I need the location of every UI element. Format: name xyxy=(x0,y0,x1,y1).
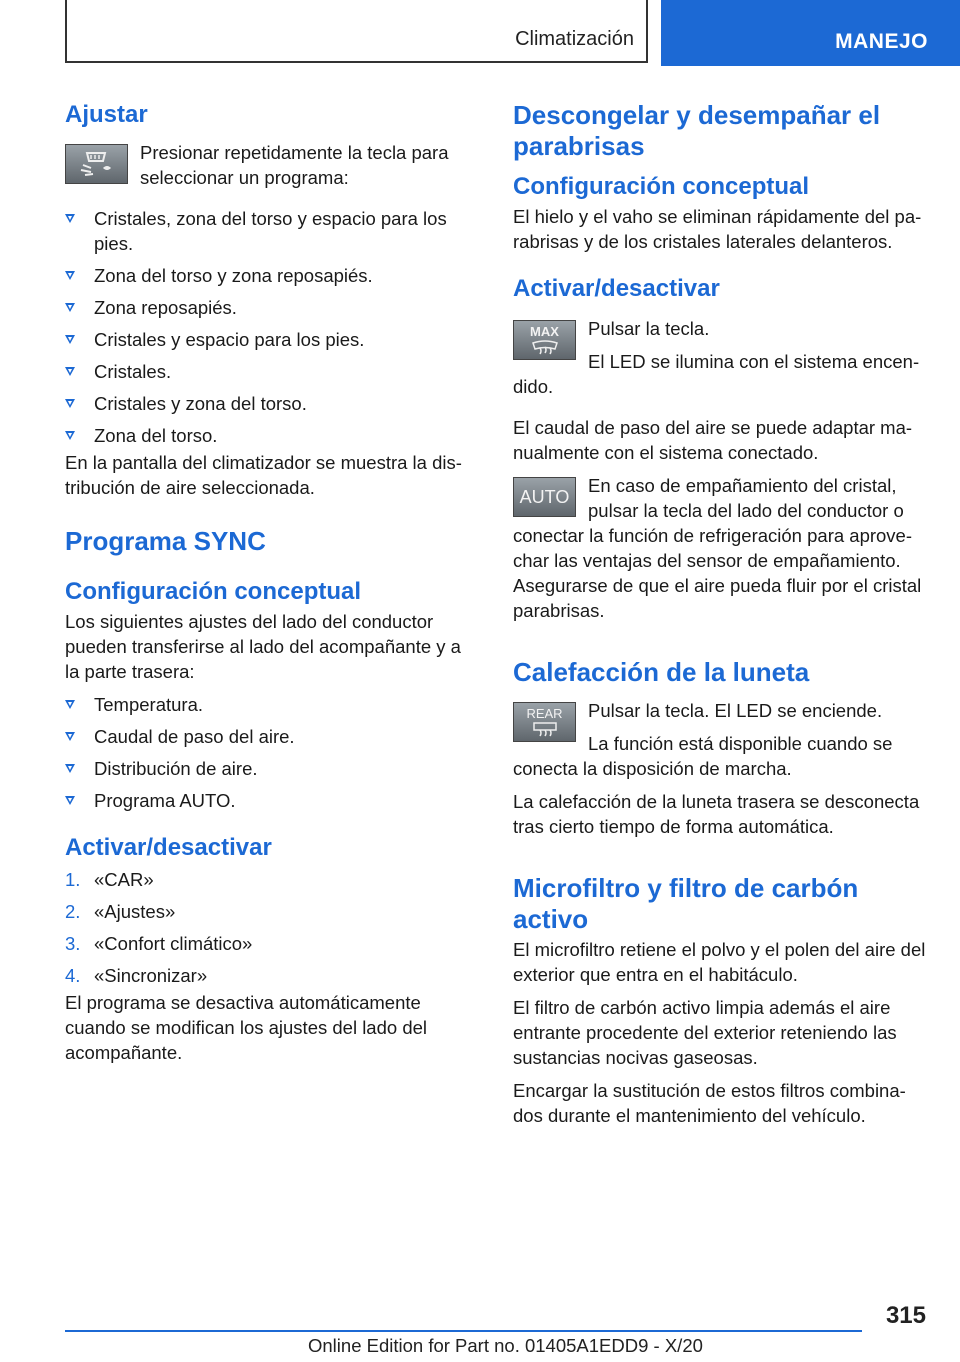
rear-window-heat-icon xyxy=(530,721,560,737)
list-item: Zona reposapiés. xyxy=(65,295,465,320)
edition-text: Online Edition for Part no. 01405A1EDD9 - X/20 xyxy=(308,1335,703,1356)
defrost-heading: Descongelar y desempañar el parabrisas xyxy=(513,100,881,161)
list-item: Cristales y zona del torso. xyxy=(65,391,465,416)
windshield-heat-icon xyxy=(530,339,560,355)
triangle-bullet-icon xyxy=(65,303,75,312)
page-number: 315 xyxy=(885,1302,926,1329)
ajustar-after-text: En la pantalla del climatizador se muestra la distribución de aire seleccionada. xyxy=(65,452,462,498)
defrost-flow-text: El caudal de paso del aire se puede adaptar manualmente con el sistema conectado. xyxy=(513,417,913,463)
list-item: Distribución de aire. xyxy=(65,756,465,781)
triangle-bullet-icon xyxy=(65,399,75,408)
list-item: Zona del torso y zona reposapiés. xyxy=(65,263,465,288)
triangle-bullet-icon xyxy=(65,271,75,280)
sync-steps xyxy=(65,867,465,988)
defrost-auto-text: En caso de empañamiento del cristal, pulsar la tecla del lado del conductor o conectar la función de refrigeración para aprovechar las ventajas del sensor de empañamiento. Asegurarse de que el aire pueda fluir por el cristal parabrisas. xyxy=(513,475,922,621)
max-key-row xyxy=(513,316,927,399)
filter-p2: El filtro de carbón activo limpia además el aire entrante procedente del exterior reteniendo las sustancias nocivas gaseosas. xyxy=(513,997,897,1068)
ajustar-heading: Ajustar xyxy=(65,101,148,128)
triangle-bullet-icon xyxy=(65,764,75,773)
defrost-press-text: Pulsar la tecla. xyxy=(588,318,710,339)
list-item: Cristales y espacio para los pies. xyxy=(65,327,465,352)
rear-press-text: Pulsar la tecla. El LED se enciende. xyxy=(588,700,883,721)
triangle-bullet-icon xyxy=(65,732,75,741)
rear-defrost-key-icon: REAR xyxy=(513,702,576,742)
list-item: Caudal de paso del aire. xyxy=(65,724,465,749)
triangle-bullet-icon xyxy=(65,335,75,344)
sync-after-text: El programa se desactiva automáticamente cuando se modifican los ajustes del lado del acompañante. xyxy=(65,992,428,1063)
footer-divider xyxy=(65,1330,862,1332)
right-column xyxy=(513,100,927,1128)
rear-heading: Calefacción de la luneta xyxy=(513,657,810,687)
defrost-activate-heading: Activar/desactivar xyxy=(513,275,720,302)
defrost-led-text: El LED se ilumina con el sistema encendido. xyxy=(513,351,920,397)
sync-concept-heading: Configuración conceptual xyxy=(65,578,362,605)
rear-key-row xyxy=(513,698,927,781)
air-distribution-key-icon xyxy=(65,144,128,184)
section-tab xyxy=(65,0,648,63)
auto-key-icon: AUTO xyxy=(513,477,576,517)
chapter-tab: MANEJO xyxy=(661,0,960,66)
max-defrost-key-icon: MAX xyxy=(513,320,576,360)
defrost-concept-text: El hielo y el vaho se eliminan rápidamente del parabrisas y de los cristales laterales delanteros. xyxy=(513,206,922,252)
list-item: Cristales, zona del torso y espacio para los pies. xyxy=(65,206,465,256)
ajustar-key-row xyxy=(65,140,465,190)
sync-heading: Programa SYNC xyxy=(65,526,266,556)
rear-avail-text: La función está disponible cuando se conecta la disposición de marcha. xyxy=(513,733,893,779)
defrost-concept-heading: Configuración conceptual xyxy=(513,173,810,200)
triangle-bullet-icon xyxy=(65,796,75,805)
air-distribution-list xyxy=(65,206,465,448)
filter-p1: El microfiltro retiene el polvo y el polen del aire del exterior que entra en el habitáculo. xyxy=(513,939,926,985)
filter-heading: Microfiltro y filtro de carbón activo xyxy=(513,873,859,934)
list-item: 4. «Sincronizar» xyxy=(65,965,208,986)
section-title: Climatización xyxy=(515,28,634,50)
list-item: 1. «CAR» xyxy=(65,869,154,890)
ajustar-key-text: Presionar repetidamente la tecla para seleccionar un programa: xyxy=(140,142,449,188)
triangle-bullet-icon xyxy=(65,214,75,223)
left-column xyxy=(65,100,465,1065)
list-item: 3. «Confort climático» xyxy=(65,933,253,954)
page-header xyxy=(0,0,960,66)
list-item: Zona del torso. xyxy=(65,423,465,448)
sync-list xyxy=(65,692,465,813)
list-item: Temperatura. xyxy=(65,692,465,717)
filter-p3: Encargar la sustitución de estos filtros combinados durante el mantenimiento del vehículo. xyxy=(513,1080,906,1126)
sync-concept-text: Los siguientes ajustes del lado del conductor pueden transferirse al lado del acompañante y a la parte trasera: xyxy=(65,611,461,682)
list-item: 2. «Ajustes» xyxy=(65,901,176,922)
triangle-bullet-icon xyxy=(65,367,75,376)
triangle-bullet-icon xyxy=(65,700,75,709)
sync-activate-heading: Activar/desactivar xyxy=(65,834,272,861)
list-item: Programa AUTO. xyxy=(65,788,465,813)
list-item: Cristales. xyxy=(65,359,465,384)
auto-key-row xyxy=(513,473,927,623)
air-distribution-icon xyxy=(73,148,121,180)
rear-off-text: La calefacción de la luneta trasera se desconecta tras cierto tiempo de forma automática. xyxy=(513,791,920,837)
triangle-bullet-icon xyxy=(65,431,75,440)
